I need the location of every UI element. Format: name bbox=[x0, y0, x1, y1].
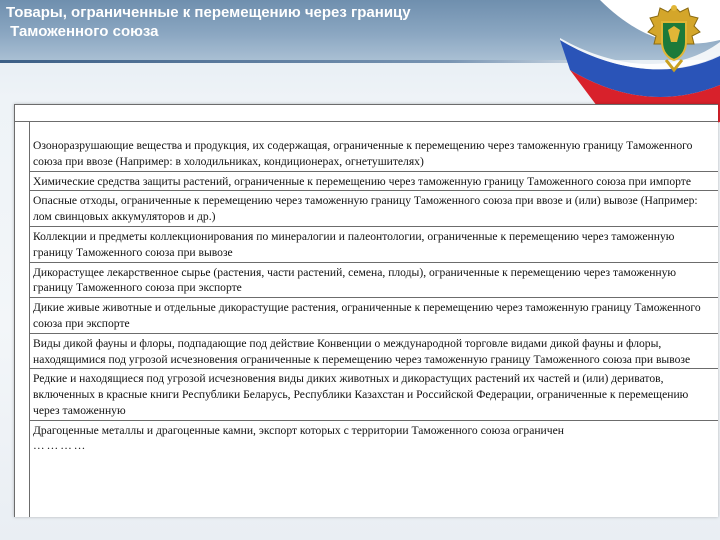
row-text: Драгоценные металлы и драгоценные камни, экспорт которых с территории Таможенного союза ограничен bbox=[33, 423, 564, 437]
continuation-dots: ………… bbox=[33, 438, 88, 452]
header-divider bbox=[0, 60, 640, 63]
customs-emblem-icon bbox=[644, 2, 704, 74]
row-text: Редкие и находящиеся под угрозой исчезновения виды диких животных и дикорастущих растений их частей и (или) дериватов, включенных в красные книги Республики Беларусь, Республики Казахстан и Российской Федерации, ограниченные к перемещению через таможенную bbox=[33, 372, 689, 417]
row-text: Опасные отходы, ограниченные к перемещению через таможенную границу Таможенного союза при ввозе и (или) вывозе (Например: лом свинцовых аккумуляторов и др.) bbox=[33, 194, 698, 224]
table-row bbox=[30, 262, 718, 298]
table-row bbox=[30, 333, 718, 369]
row-text: Озоноразрушающие вещества и продукция, их содержащая, ограниченные к перемещению через таможенную границу Таможенного союза при ввозе (Например: в холодильниках, кондиционерах, огнетушителях) bbox=[33, 139, 693, 168]
table-index-column bbox=[14, 122, 30, 517]
page-title bbox=[6, 3, 566, 41]
table-header-row bbox=[14, 104, 718, 122]
row-text: Коллекции и предметы коллекционирования по минералогии и палеонтологии, ограниченные к перемещению через таможенную границу Таможенного союза при вывозе bbox=[33, 229, 675, 259]
table-row bbox=[30, 190, 718, 226]
row-text: Виды дикой фауны и флоры, подпадающие под действие Конвенции о международной торговле видами дикой фауны и флоры, находящимися под угрозой исчезновения ограниченные к перемещению через таможенную границу Таможенного союза при вывозе bbox=[33, 336, 691, 366]
table-row bbox=[30, 226, 718, 262]
table-row bbox=[30, 368, 718, 419]
table-row bbox=[30, 297, 718, 333]
table-row bbox=[30, 171, 718, 191]
row-text: Химические средства защиты растений, ограниченные к перемещению через таможенную границу Таможенного союза при импорте bbox=[33, 174, 692, 188]
row-text: Дикие живые животные и отдельные дикорастущие растения, ограниченные к перемещению через таможенную границу Таможенного союза при экспорте bbox=[33, 301, 701, 330]
goods-list bbox=[30, 122, 718, 454]
row-text: Дикорастущее лекарственное сырье (растения, части растений, семена, плоды), ограниченные к перемещению через таможенную границу Таможенного союза при экспорте bbox=[33, 265, 677, 295]
table-row bbox=[30, 122, 718, 171]
table-row bbox=[30, 420, 718, 454]
page-title-line-2: Таможенного союза bbox=[6, 23, 159, 40]
page-title-line-1: Товары, ограниченные к перемещению через границу bbox=[6, 4, 411, 21]
